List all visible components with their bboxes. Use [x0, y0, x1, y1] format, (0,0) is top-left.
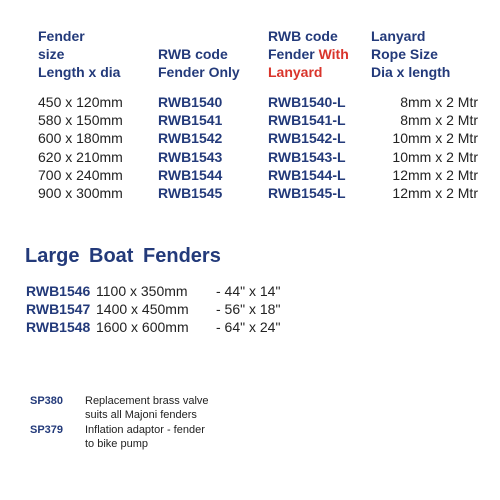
large-fender-row [26, 318, 326, 336]
fender-rope: 8mm x 2 Mtr [400, 112, 478, 129]
fender-lanyard-code: RWB1543-L [268, 148, 346, 165]
fender-rope: 8mm x 2 Mtr [400, 94, 478, 110]
fender-rope: 10mm x 2 Mtr [392, 130, 478, 147]
header-lanyard-code [268, 27, 349, 81]
header-rope-line: Rope Size [371, 46, 438, 62]
fender-size: 700 x 240mm [38, 166, 123, 183]
header-size-line: Fender [38, 28, 85, 44]
fender-lanyard-code: RWB1544-L [268, 166, 346, 183]
fender-code: RWB1545 [158, 184, 223, 201]
accessory-item [30, 423, 280, 451]
fender-code: RWB1541 [158, 112, 223, 129]
header-lanyard-line: Lanyard [268, 64, 323, 80]
large-fender-dims: 1600 x 600mm [96, 319, 189, 335]
fender-size: 900 x 300mm [38, 184, 123, 201]
header-lanyard-fender: Fender [268, 46, 319, 62]
large-fender-code: RWB1547 [26, 301, 91, 317]
fender-row [38, 93, 478, 111]
fender-size: 450 x 120mm [38, 94, 123, 110]
header-rope [371, 27, 450, 81]
large-fender-inches: - 56" x 18" [216, 301, 281, 317]
fender-lanyard-code: RWB1545-L [268, 184, 346, 201]
fender-rope: 12mm x 2 Mtr [392, 184, 478, 201]
large-fender-dims: 1400 x 450mm [96, 301, 189, 317]
fender-size: 600 x 180mm [38, 130, 123, 147]
fender-lanyard-code: RWB1540-L [268, 94, 346, 110]
accessory-desc-line: Inflation adaptor - fender [85, 424, 205, 436]
header-size-line: size [38, 46, 65, 62]
fender-size: 620 x 210mm [38, 148, 123, 165]
header-lanyard-line: RWB code [268, 28, 338, 44]
fender-row [38, 111, 478, 129]
large-fender-code: RWB1548 [26, 319, 91, 335]
header-rope-line: Dia x length [371, 64, 451, 80]
large-fender-inches: - 64" x 24" [216, 319, 281, 335]
header-code-line: RWB code [158, 46, 228, 62]
header-code [158, 45, 240, 81]
accessory-desc-line: suits all Majoni fenders [85, 409, 197, 421]
large-fender-row [26, 282, 326, 300]
large-fender-inches: - 44" x 14" [216, 283, 281, 299]
accessory-code: SP380 [30, 395, 64, 407]
fender-row [38, 129, 478, 147]
large-fender-row [26, 300, 326, 318]
large-fenders-title: Large Boat Fenders [25, 245, 221, 267]
fender-lanyard-code: RWB1541-L [268, 112, 346, 129]
fender-lanyard-code: RWB1542-L [268, 130, 346, 147]
fender-size: 580 x 150mm [38, 112, 123, 129]
fender-row [38, 184, 478, 202]
fender-row [38, 148, 478, 166]
header-code-line: Fender Only [158, 64, 240, 80]
fender-code: RWB1540 [158, 94, 223, 110]
accessory-code: SP379 [30, 424, 64, 436]
accessory-desc-line: Replacement brass valve [85, 395, 209, 407]
fender-code: RWB1544 [158, 166, 223, 183]
header-size-line: Length x dia [38, 64, 121, 80]
header-size [38, 27, 120, 81]
accessory-desc-line: to bike pump [85, 438, 148, 450]
fender-rope: 12mm x 2 Mtr [392, 166, 478, 183]
fender-rope: 10mm x 2 Mtr [392, 148, 478, 165]
large-fender-table [26, 282, 326, 336]
header-lanyard-with: With [318, 46, 349, 62]
header-lanyard-line [268, 45, 349, 63]
fender-row [38, 166, 478, 184]
fender-table [38, 93, 478, 202]
header-rope-line: Lanyard [371, 28, 426, 44]
large-fender-code: RWB1546 [26, 283, 91, 299]
fender-code: RWB1542 [158, 130, 223, 147]
fender-code: RWB1543 [158, 148, 223, 165]
large-fender-dims: 1100 x 350mm [96, 283, 188, 299]
accessory-item [30, 394, 280, 422]
